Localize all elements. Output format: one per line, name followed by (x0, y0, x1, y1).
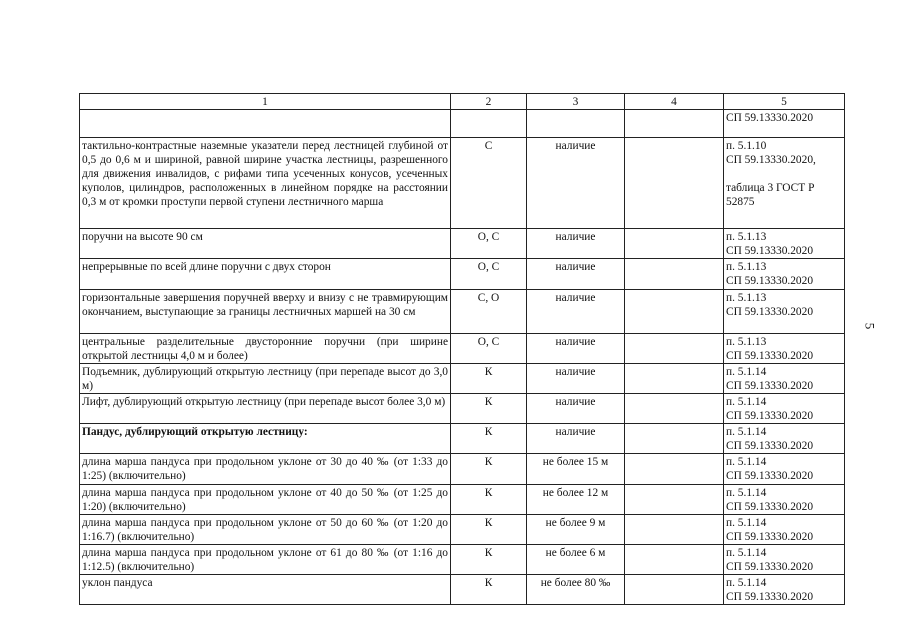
requirement-cell: уклон пандуса (80, 575, 451, 605)
norm-value-cell: наличие (527, 334, 625, 364)
table-row (80, 334, 845, 364)
requirement-cell: длина марша пандуса при продольном уклоне от 50 до 60 ‰ (от 1:20 до 1:16.7) (включительно) (80, 515, 451, 545)
requirement-cell (80, 110, 451, 138)
actual-value-cell (625, 110, 724, 138)
page-number: 5 (862, 322, 878, 330)
norm-value-cell (527, 110, 625, 138)
actual-value-cell (625, 259, 724, 290)
requirement-cell: горизонтальные завершения поручней вверху и внизу с не травмирующим окончанием, выступающие за границы лестничных маршей на 30 см (80, 290, 451, 334)
table-row (80, 545, 845, 575)
reference-cell: п. 5.1.10 СП 59.13330.2020, таблица 3 ГОСТ Р 52875 (724, 138, 845, 229)
category-cell: К (451, 394, 527, 424)
table-row (80, 575, 845, 605)
actual-value-cell (625, 364, 724, 394)
column-number-row (80, 94, 845, 110)
actual-value-cell (625, 575, 724, 605)
category-cell: К (451, 485, 527, 515)
norm-value-cell: не более 80 ‰ (527, 575, 625, 605)
column-number-3: 3 (527, 94, 625, 110)
actual-value-cell (625, 229, 724, 259)
norm-value-cell: не более 9 м (527, 515, 625, 545)
actual-value-cell (625, 424, 724, 454)
category-cell: О, С (451, 334, 527, 364)
actual-value-cell (625, 334, 724, 364)
category-cell: К (451, 545, 527, 575)
category-cell: С, О (451, 290, 527, 334)
reference-cell: п. 5.1.14 СП 59.13330.2020 (724, 575, 845, 605)
requirement-cell: длина марша пандуса при продольном уклоне от 61 до 80 ‰ (от 1:16 до 1:12.5) (включительно) (80, 545, 451, 575)
reference-cell: СП 59.13330.2020 (724, 110, 845, 138)
norm-value-cell: наличие (527, 364, 625, 394)
reference-cell: п. 5.1.14 СП 59.13330.2020 (724, 485, 845, 515)
requirements-table (79, 93, 845, 605)
actual-value-cell (625, 545, 724, 575)
requirement-cell: центральные разделительные двусторонние поручни (при ширине открытой лестницы 4,0 м и более) (80, 334, 451, 364)
column-number-5: 5 (724, 94, 845, 110)
requirement-cell: длина марша пандуса при продольном уклоне от 30 до 40 ‰ (от 1:33 до 1:25) (включительно) (80, 454, 451, 485)
requirement-cell: Подъемник, дублирующий открытую лестницу (при перепаде высот до 3,0 м) (80, 364, 451, 394)
reference-cell: п. 5.1.13 СП 59.13330.2020 (724, 290, 845, 334)
column-number-2: 2 (451, 94, 527, 110)
reference-cell: п. 5.1.13 СП 59.13330.2020 (724, 259, 845, 290)
norm-value-cell: наличие (527, 259, 625, 290)
category-cell: О, С (451, 229, 527, 259)
norm-value-cell: не более 12 м (527, 485, 625, 515)
category-cell: К (451, 424, 527, 454)
category-cell (451, 110, 527, 138)
category-cell: С (451, 138, 527, 229)
reference-cell: п. 5.1.14 СП 59.13330.2020 (724, 394, 845, 424)
actual-value-cell (625, 138, 724, 229)
actual-value-cell (625, 290, 724, 334)
norm-value-cell: наличие (527, 138, 625, 229)
category-cell: К (451, 575, 527, 605)
reference-cell: п. 5.1.14 СП 59.13330.2020 (724, 515, 845, 545)
reference-cell: п. 5.1.14 СП 59.13330.2020 (724, 364, 845, 394)
category-cell: К (451, 515, 527, 545)
requirement-cell: непрерывные по всей длине поручни с двух сторон (80, 259, 451, 290)
column-number-1: 1 (80, 94, 451, 110)
requirement-cell: Пандус, дублирующий открытую лестницу: (80, 424, 451, 454)
table-row (80, 138, 845, 229)
actual-value-cell (625, 485, 724, 515)
table-row (80, 394, 845, 424)
table-row (80, 110, 845, 138)
norm-value-cell: наличие (527, 290, 625, 334)
reference-cell: п. 5.1.14 СП 59.13330.2020 (724, 424, 845, 454)
norm-value-cell: наличие (527, 229, 625, 259)
table-row (80, 259, 845, 290)
norm-value-cell: не более 6 м (527, 545, 625, 575)
column-number-4: 4 (625, 94, 724, 110)
table-row (80, 454, 845, 485)
table-row (80, 515, 845, 545)
norm-value-cell: наличие (527, 394, 625, 424)
reference-cell: п. 5.1.14 СП 59.13330.2020 (724, 545, 845, 575)
reference-cell: п. 5.1.13 СП 59.13330.2020 (724, 229, 845, 259)
category-cell: О, С (451, 259, 527, 290)
norm-value-cell: не более 15 м (527, 454, 625, 485)
table-row (80, 485, 845, 515)
norm-value-cell: наличие (527, 424, 625, 454)
category-cell: К (451, 454, 527, 485)
category-cell: К (451, 364, 527, 394)
requirement-cell: длина марша пандуса при продольном уклоне от 40 до 50 ‰ (от 1:25 до 1:20) (включительно) (80, 485, 451, 515)
table-row (80, 290, 845, 334)
table-row (80, 229, 845, 259)
requirement-cell: поручни на высоте 90 см (80, 229, 451, 259)
reference-cell: п. 5.1.14 СП 59.13330.2020 (724, 454, 845, 485)
requirement-cell: тактильно-контрастные наземные указатели перед лестницей глубиной от 0,5 до 0,6 м и шириной, равной ширине участка лестницы, разрешенного для движения инвалидов, с рифами типа усеченных конусов, усеченных куполов, цилиндров, расположенных в линейном порядке на расстоянии 0,3 м от кромки проступи первой ступени лестничного марша (80, 138, 451, 229)
requirement-cell: Лифт, дублирующий открытую лестницу (при перепаде высот более 3,0 м) (80, 394, 451, 424)
table-row (80, 364, 845, 394)
reference-cell: п. 5.1.13 СП 59.13330.2020 (724, 334, 845, 364)
actual-value-cell (625, 394, 724, 424)
actual-value-cell (625, 515, 724, 545)
table-row (80, 424, 845, 454)
actual-value-cell (625, 454, 724, 485)
